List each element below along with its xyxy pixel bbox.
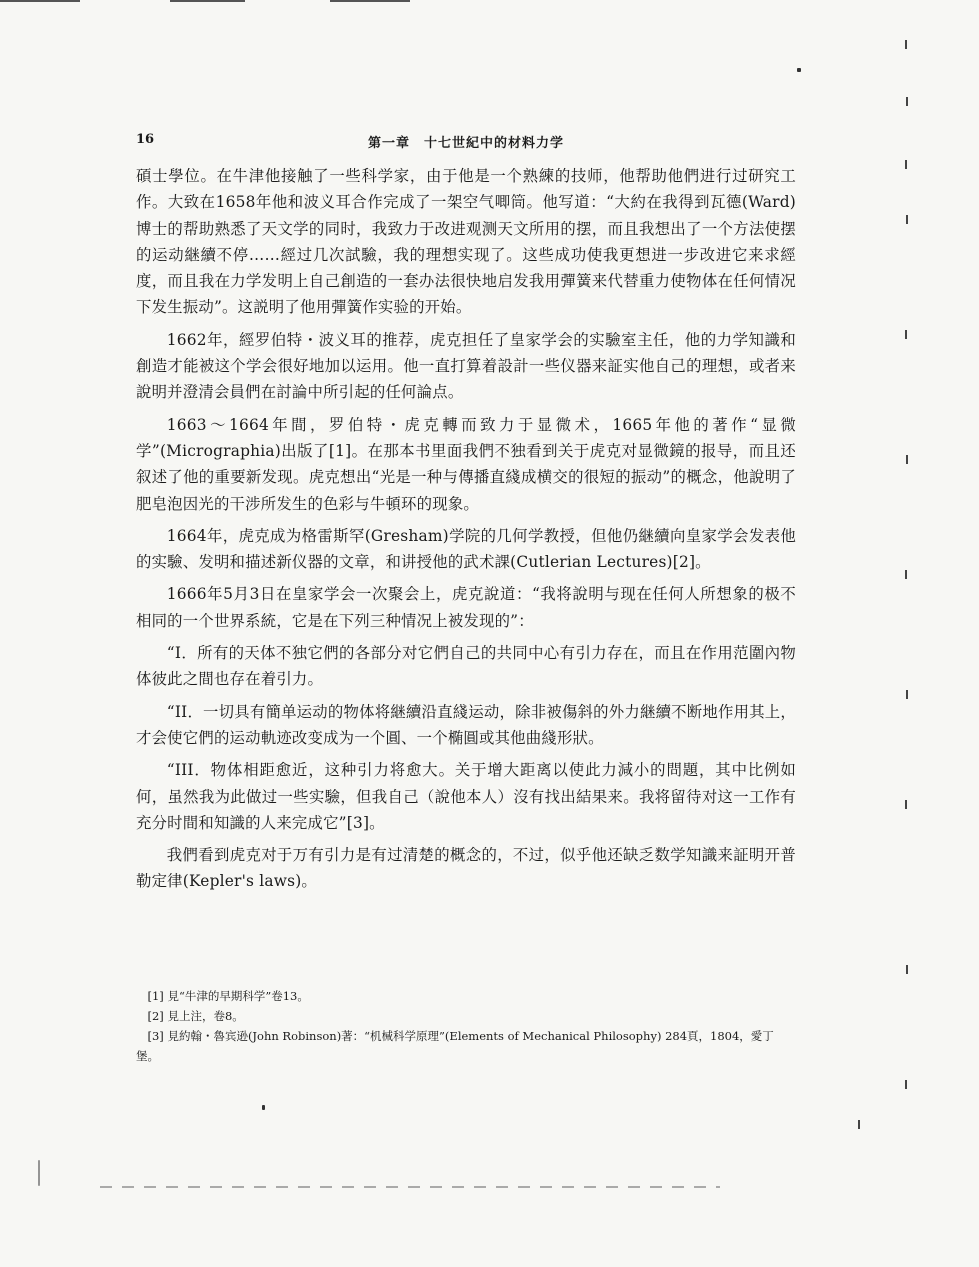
- body-text: [136, 163, 796, 901]
- scan-edge-line: [100, 1186, 720, 1188]
- chapter-title: 第一章 十七世紀中的材料力学: [368, 136, 565, 151]
- scan-mark: [906, 455, 908, 464]
- paragraph: 碩士學位。在牛津他接触了一些科学家，由于他是一个熟練的技师，他帮助他們进行过研究工作。大致在1658年他和波义耳合作完成了一架空气唧筒。他写道：“大約在我得到瓦德(Ward)博士的帮助熟悉了天文学的同时，我致力于改进观测天文所用的摆，而且我想出了一个方法使摆的运动継續不停……經过几次試驗，我的理想实现了。这些成功使我更想进一步改进它来求經度，而且我在力学发明上自己創造的一套办法很快地启发我用彈簧来代替重力使物体在任何情况下发生振动”。这説明了他用彈簧作实验的开始。: [136, 167, 796, 317]
- quote-paragraph: “III．物体相距愈近，这种引力将愈大。关于增大距离以使此力減小的問題，其中比例如何，虽然我为此做过一些实驗，但我自己（說他本人）沒有找出結果来。我将留待对这一工作有充分时間和知識的人来完成它”[3]。: [136, 761, 796, 832]
- scan-mark: [906, 690, 908, 699]
- scan-mark: [858, 1120, 860, 1129]
- scan-mark: [906, 965, 908, 974]
- scan-mark: [905, 40, 907, 49]
- scan-mark: [905, 330, 907, 339]
- paragraph: 1666年5月3日在皇家学会一次聚会上，虎克說道：“我将說明与现在任何人所想象的极不相同的一个世界系統，它是在下列三种情况上被发现的”：: [136, 585, 796, 630]
- paragraph: 1664年，虎克成为格雷斯罕(Gresham)学院的几何学教授，但他仍継續向皇家学会发表他的实驗、发明和描述新仪器的文章，和讲授他的武术課(Cutlerian Lectures)[2]。: [136, 526, 796, 572]
- footnote: [3] 見約翰・魯宾逊(John Robinson)著：“机械科学原理”(Elements of Mechanical Philosophy) 284頁，1804，愛丁堡。: [136, 1029, 774, 1063]
- footnotes: [136, 986, 796, 1066]
- scan-mark: [905, 1080, 907, 1089]
- scan-speck: [38, 1160, 40, 1186]
- scan-edge-line: [330, 0, 410, 2]
- scan-edge-line: [170, 0, 245, 2]
- paragraph: 1662年，經罗伯特・波义耳的推荐，虎克担任了皇家学会的实驗室主任，他的力学知識和創造才能被这个学会很好地加以运用。他一直打算着設計一些仪器来証实他自己的理想，或者来說明并澄清会員們在討論中所引起的任何論点。: [136, 330, 796, 402]
- scan-mark: [906, 215, 908, 224]
- page-header: [136, 132, 796, 152]
- scan-edge-line: [0, 0, 80, 2]
- quote-paragraph: “II．一切具有簡单运动的物体将継續沿直綫运动，除非被傷斜的外力継續不断地作用其上，才会使它們的运动軌迹改变成为一个圓、一个椭圓或其他曲綫形狀。: [136, 702, 796, 747]
- page-number: 16: [136, 132, 155, 147]
- scan-mark: [905, 800, 907, 809]
- scan-speck: [797, 68, 801, 72]
- paragraph: 1663～1664年間，罗伯特・虎克轉而致力于显微术，1665年他的著作“显微学”(Micrographia)出版了[1]。在那本书里面我們不独看到关于虎克对显微鏡的报导，而且还叙述了他的重要新发现。虎克想出“光是一种与傳播直綫成横交的很短的振动”的概念，他說明了肥皂泡因光的干涉所发生的色彩与牛頓环的现象。: [136, 415, 796, 513]
- scan-speck: [262, 1105, 265, 1110]
- paragraph: 我們看到虎克对于万有引力是有过清楚的概念的，不过，似乎他还缺乏数学知識来証明开普勒定律(Kepler's laws)。: [136, 846, 796, 891]
- quote-paragraph: “I．所有的天体不独它們的各部分对它們自己的共同中心有引力存在，而且在作用范圍內物体彼此之間也存在着引力。: [136, 644, 796, 689]
- scan-mark: [905, 160, 907, 169]
- scan-mark: [905, 570, 907, 579]
- footnote: [1] 見“牛津的早期科学”卷13。: [147, 989, 309, 1003]
- footnote: [2] 見上注，卷8。: [147, 1009, 244, 1023]
- scan-mark: [906, 97, 908, 106]
